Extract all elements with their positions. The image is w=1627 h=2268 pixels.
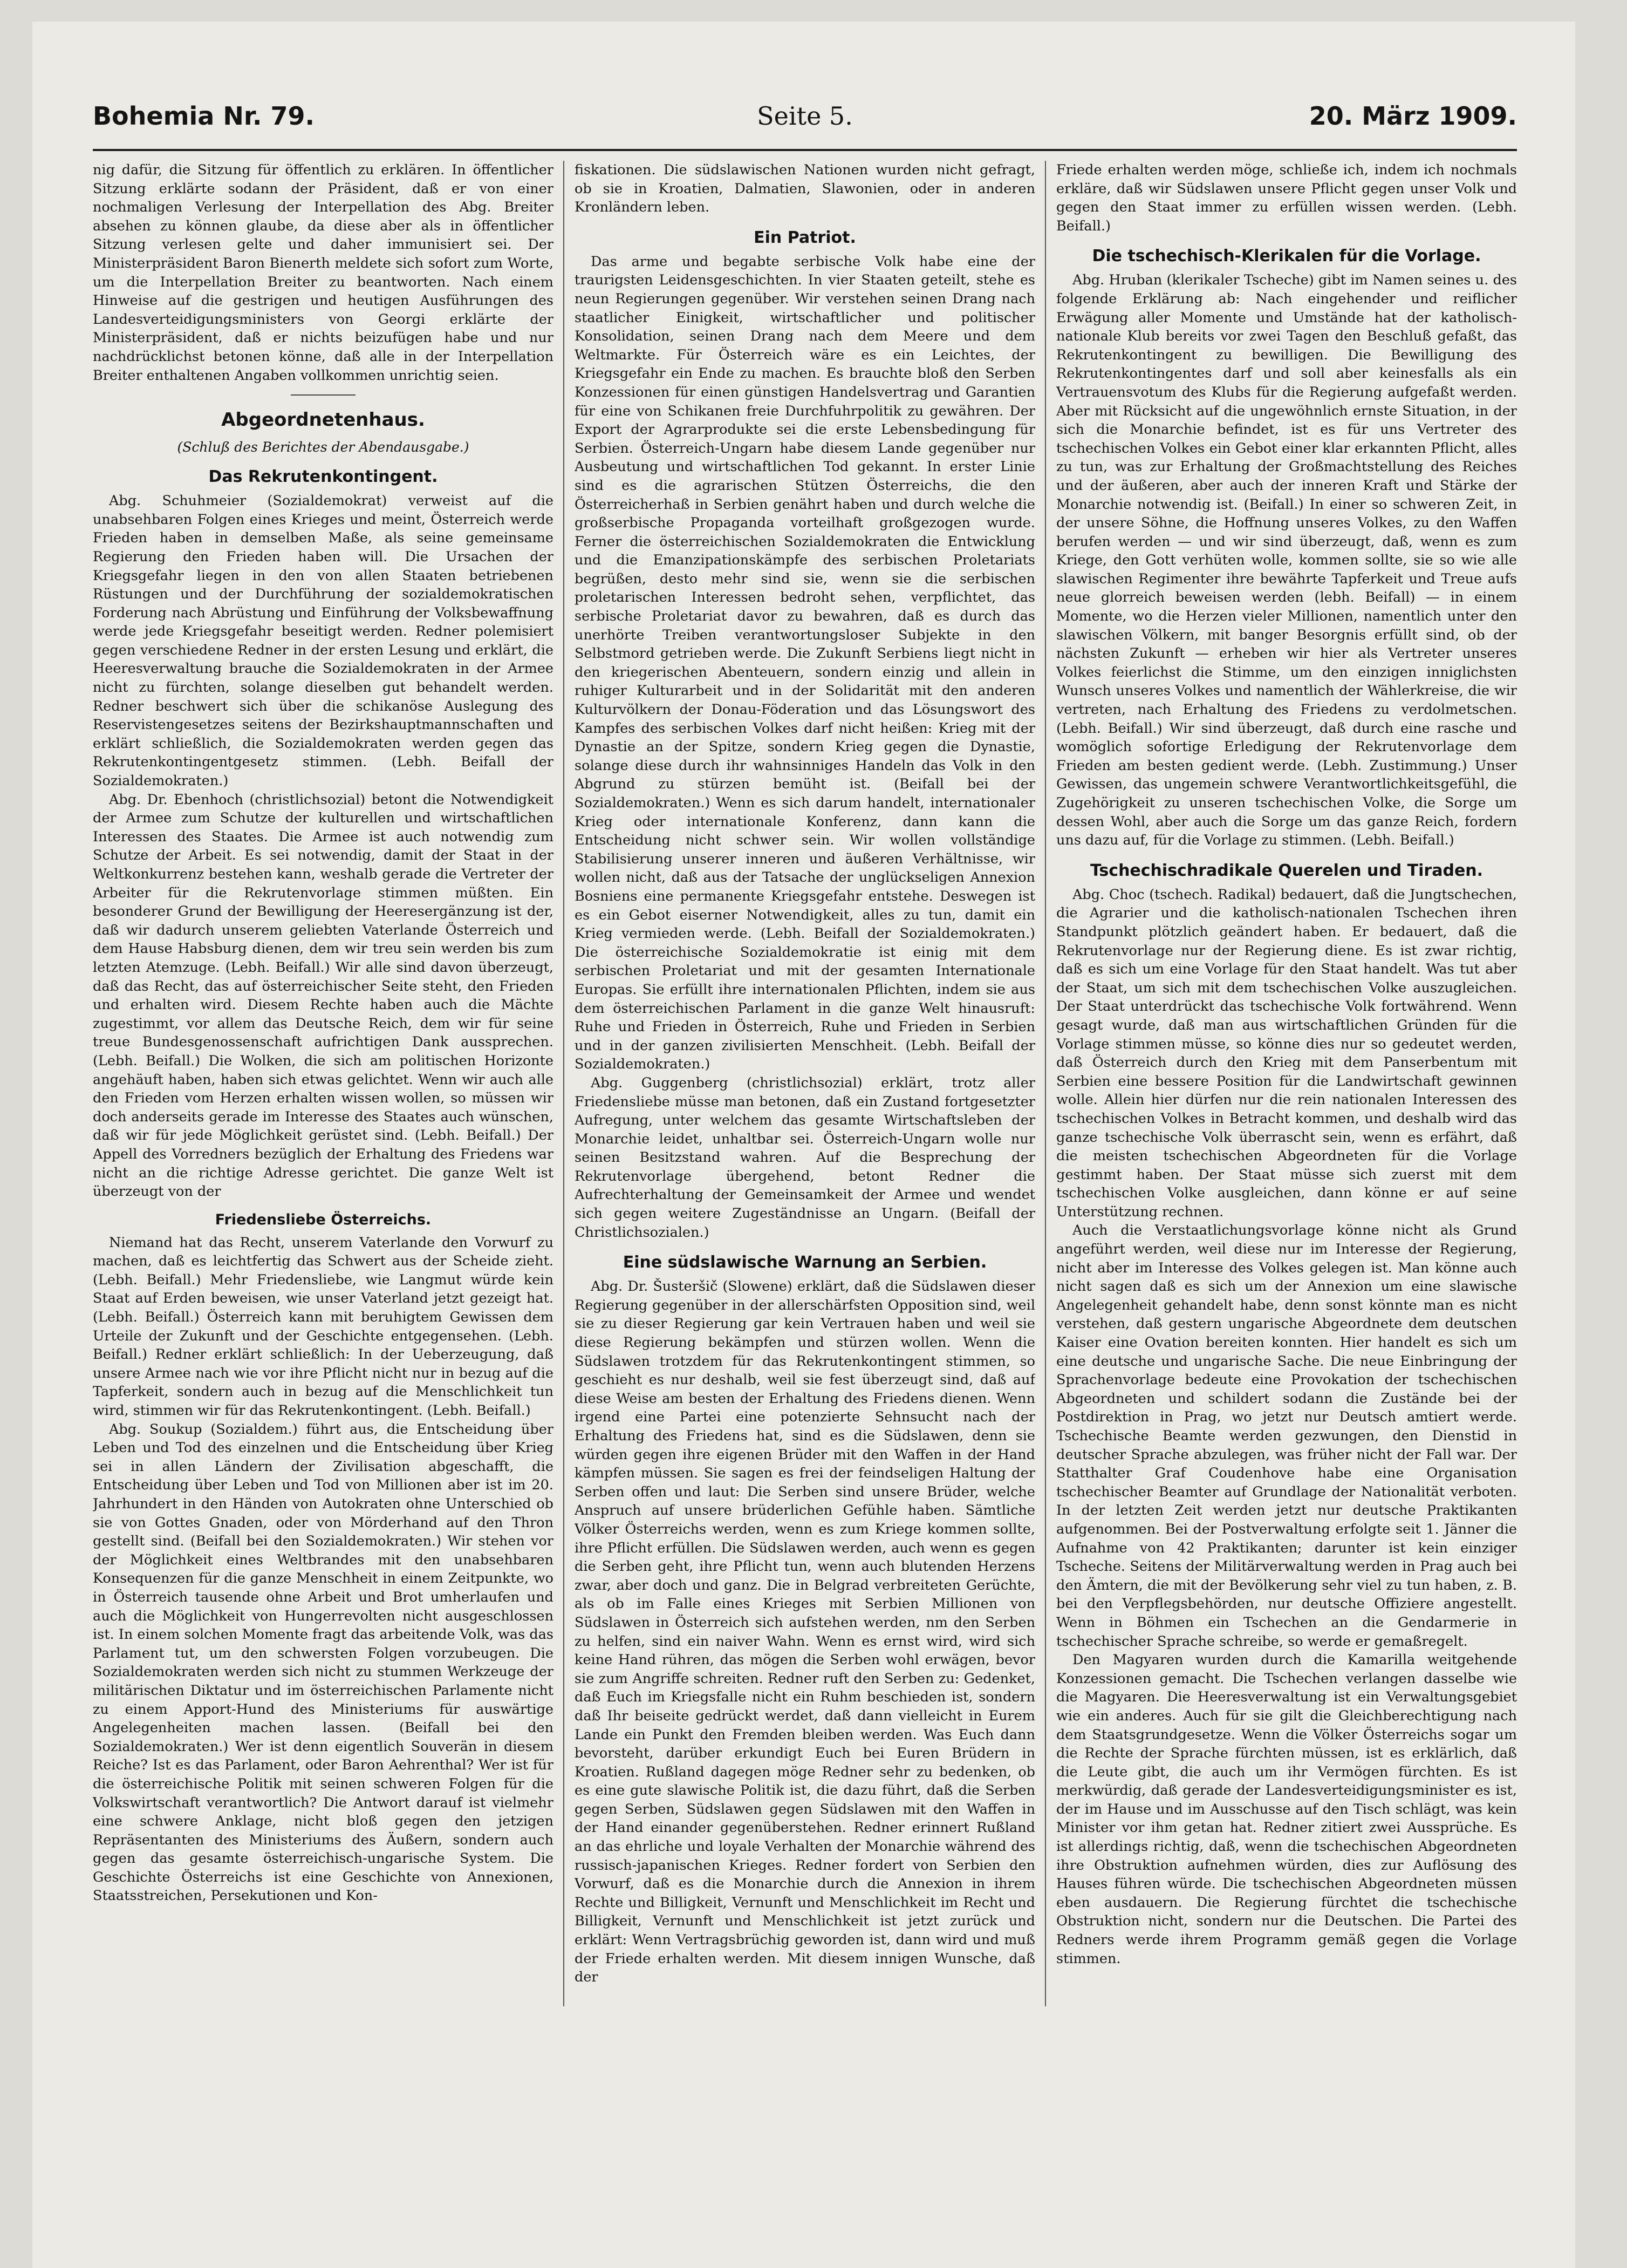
article-paragraph: Abg. Schuhmeier (Sozialdemokrat) verweist auf die unabsehbaren Folgen eines Krieges und meint, Österreich werde Frieden haben in demselben Maße, als seine gemeinsame Regierung den Frieden haben will. Die Ursachen der Kriegsgefahr liegen in den von allen Staaten betriebenen Rüstungen und der Durchführung der sozialdemokratischen Forderung nach Abrüstung und Einführung der Volksbewaffnung werde jede Kriegsgefahr beseitigt werden. Redner polemisiert gegen verschiedene Redner in der ersten Lesung und erklärt, die Heeresverwaltung brauche die Sozialdemokraten in der Armee nicht zu fürchten, solange dieselben gut behandelt werden. Redner beschwert sich über die schikanöse Auslegung des Reservistengesetzes seitens der Bezirkshauptmannschaften und erklärt schließlich, die Sozialdemokraten werden gegen das Rekrutenkontingentgesetz stimmen. (Lebh. Beifall der Sozialdemokraten.) — [93, 493, 553, 789]
article-paragraph: Abg. Dr. Ebenhoch (christlichsozial) betont die Notwendigkeit der Armee zum Schutze der kulturellen und wirtschaftlichen Interessen des Staates. Die Armee ist auch notwendig zum Schutze der Arbeit. Es sei notwendig, damit der Staat in der Weltkonkurrenz bestehen kann, weshalb gerade die Vertreter der Arbeiter für die Rekrutenvorlage stimmen müßten. Ein besonderer Grund der Bewilligung der Heeresergänzung ist der, daß wir dadurch unserem geliebten Vaterlande Österreich und dem Hause Habsburg dienen, dem wir treu sein werden bis zum letzten Atemzuge. (Lebh. Beifall.) Wir alle sind davon überzeugt, daß das Recht, das auf österreichischer Seite steht, den Frieden und erhalten wird. Diesem Rechte haben auch die Mächte zugestimmt, vor allem das Deutsche Reich, dem wir für seine treue Bundesgenossenschaft aufrichtigen Dank aussprechen. (Lebh. Beifall.) Die Wolken, die sich am politischen Horizonte angehäuft haben, haben sich etwas gelichtet. Wenn wir auch alle den Frieden vom Herzen erhalten wissen wollen, so müssen wir doch anderseits gerade im Interesse des Staates auch wünschen, daß wir für jede Möglichkeit gerüstet sind. (Lebh. Beifall.) Der Appell des Vorredners bezüglich der Erhaltung des Friedens war nicht an die richtige Adresse gerichtet. Die ganze Welt ist überzeugt von der — [93, 791, 553, 1200]
column-1 — [93, 161, 553, 2211]
column-2 — [575, 161, 1035, 2211]
article-paragraph: Abg. Hruban (klerikaler Tscheche) gibt im Namen seines u. des folgende Erklärung ab: Nach eingehender und reiflicher Erwägung aller Momente und Umstände hat der katholisch-nationale Klub bereits vor zwei Tagen den Beschluß gefaßt, das Rekrutenkontingent zu bewilligen. Die Bewilligung des Rekrutenkontingentes darf und soll aber keinesfalls als ein Vertrauensvotum des Klubs für die Regierung aufgefaßt werden. Aber mit Rücksicht auf die ungewöhnlich ernste Situation, in der sich die Monarchie befindet, ist es für uns Vertreter des tschechischen Volkes ein Gebot einer klar erkannten Pflicht, alles zu tun, was zur Erhaltung der Großmachtstellung des Reiches und der äußeren, aber auch der inneren Kraft und Stärke der Monarchie notwendig ist. (Beifall.) In einer so schweren Zeit, in der unsere Söhne, die Hoffnung unseres Volkes, zu den Waffen berufen werden — und wir sind überzeugt, daß, wenn es zum Kriege, den Gott verhüten wolle, kommen sollte, sie so wie alle slawischen Regimenter ihre bewährte Tapferkeit und Treue aufs neue glorreich beweisen werden (lebh. Beifall) — in einem Momente, wo die Herzen vieler Millionen, namentlich unter den slawischen Völkern, mit banger Besorgnis erfüllt sind, ob der nächsten Zukunft — erheben wir hier als Vertreter unseres Volkes feierlichst die Stimme, um den einzigen inniglichsten Wunsch unseres Volkes und namentlich der Wählerkreise, die wir vertreten, nach Erhaltung des Friedens zu verdolmetschen. (Lebh. Beifall.) Wir sind überzeugt, daß durch eine rasche und womöglich sofortige Erledigung der Rekrutenvorlage dem Frieden am besten gedient werde. (Lebh. Zustimmung.) Unser Gewissen, das ungemein schwere Verantwortlichkeitsgefühl, die Zugehörigkeit zu unseren tschechischen Volke, die Sorge um dessen Wohl, aber auch die Sorge um das ganze Reich, fordern uns dazu auf, für die Vorlage zu stimmen. (Lebh. Beifall.) — [1056, 272, 1517, 849]
article-paragraph: Abg. Choc (tschech. Radikal) bedauert, daß die Jungtschechen, die Agrarier und die katholisch-nationalen Tschechen ihren Standpunkt plötzlich geändert haben. Er bedauert, daß die Rekrutenvorlage nur der Regierung diene. Es ist zwar richtig, daß es sich um eine Vorlage für den Staat handelt. Was tut aber der Staat, um sich mit dem tschechischen Volke auszugleichen. Der Staat unterdrückt das tschechische Volk fortwährend. Wenn gesagt wurde, daß man aus wirtschaftlichen Gründen für die Vorlage stimmen müsse, so könne dies nur so gedeutet werden, daß Österreich durch den Krieg mit dem Panserbentum mit Serbien eine bessere Position für die Landwirtschaft gewinnen wolle. Allein hier dürfen nur die rein nationalen Interessen des tschechischen Volkes in Betracht kommen, und deshalb wird das ganze tschechische Volk überrascht sein, wenn es erfährt, daß die meisten tschechischen Abgeordneten für die Vorlage gestimmt haben. Der Staat müsse sich zuerst mit dem tschechischen Volke ausgleichen, dann könne er auf seine Unterstützung rechnen. — [1056, 886, 1517, 1220]
page-number: Seite 5. — [757, 101, 853, 131]
newspaper-page — [32, 22, 1575, 2268]
article-paragraph: Abg. Soukup (Sozialdem.) führt aus, die Entscheidung über Leben und Tod des einzelnen und die Entscheidung über Krieg sei in allen Ländern der Zivilisation abgeschafft, die Entscheidung über Leben und Tod von Millionen aber ist im 20. Jahrhundert in den Händen von Autokraten ohne Unterschied ob sie von Gottes Gnaden, oder von Mörderhand auf den Thron gestellt sind. (Beifall bei den Sozialdemokraten.) Wir stehen vor der Möglichkeit eines Weltbrandes mit den unabsehbaren Konsequenzen für die ganze Menschheit in einem Zeitpunkte, wo in Österreich tausende ohne Arbeit und Brot umherlaufen und auch die Möglichkeit von Hungerrevolten nicht ausgeschlossen ist. In einem solchen Momente fragt das arbeitende Volk, was das Parlament tut, um den schwersten Folgen vorzubeugen. Die Sozialdemokraten werden sich nicht zu stummen Werkzeuge der militärischen Diktatur und im österreichischen Parlamente nicht zu einem Apport-Hund des Ministeriums für auswärtige Angelegenheiten machen lassen. (Beifall bei den Sozialdemokraten.) Wer ist denn eigentlich Souverän in diesem Reiche? Ist es das Parlament, oder Baron Aehrenthal? Wer ist für die österreichische Politik mit seinen schweren Folgen für die Volkswirtschaft verantwortlich? Die Antwort darauf ist vielmehr eine schwere Anklage, nicht bloß gegen den jetzigen Repräsentanten des Ministeriums des Äußern, sondern auch gegen das gesamte österreichisch-ungarische System. Die Geschichte Österreichs ist eine Geschichte von Annexionen, Staatsstreichen, Persekutionen und Kon- — [93, 1421, 553, 1904]
section-divider — [291, 394, 356, 396]
article-heading: Ein Patriot. — [754, 228, 856, 247]
article-subheading: Friedensliebe Österreichs. — [215, 1211, 432, 1228]
page-header — [93, 97, 1517, 140]
article-paragraph: Das arme und begabte serbische Volk habe eine der traurigsten Leidensgeschichten. In vier Staaten geteilt, stehe es neun Regierungen gegenüber. Wir verstehen seinen Drang nach staatlicher Einigkeit, wirtschaftlicher und politischer Konsolidation, seinen Drang nach dem Meere und dem Weltmarkte. Für Österreich wäre es ein Leichtes, der Kriegsgefahr ein Ende zu machen. Es brauchte bloß den Serben Konzessionen für einen günstigen Handelsvertrag und Garantien für eine von Schikanen freie Durchfuhrpolitik zu gewähren. Der Export der Agrarprodukte sei die erste Lebensbedingung für Serbien. Österreich-Ungarn habe diesem Lande gegenüber nur Ausbeutung und wirtschaftlichen Tod gekannt. In erster Linie sind es die agrarischen Stützen Österreichs, die den Österreicherhaß in Serbien genährt haben und durch welche die großserbische Propaganda vorteilhaft großgezogen wurde. Ferner die österreichischen Sozialdemokraten die Entwicklung und die Emanzipationskämpfe des serbischen Proletariats begrüßen, desto mehr sind sie, wenn sie die serbischen proletarischen Interessen bedroht sehen, verpflichtet, das serbische Proletariat davor zu bewahren, daß es durch das unerhörte Treiben verantwortungsloser Subjekte in den Selbstmord getrieben werde. Die Zukunft Serbiens liegt nicht in den kriegerischen Abenteuern, sondern einzig und allein in ruhiger Kulturarbeit und in der Solidarität mit den anderen Kulturvölkern der Donau-Föderation und das Lösungswort des Kampfes des serbischen Volkes darf nicht heißen: Krieg mit der Dynastie an der Spitze, sondern Krieg gegen die Dynastie, solange diese durch ihr wahnsinniges Handeln das Volk in den Abgrund zu stürzen bemüht ist. (Beifall bei der Sozialdemokraten.) Wenn es sich darum handelt, internationaler Krieg oder internationale Konferenz, dann kann die Entscheidung nicht schwer sein. Wir wollen vollständige Stabilisierung unserer inneren und äußeren Verhältnisse, wir wollen nicht, daß aus der Tatsache der unglückseligen Annexion Bosniens eine permanente Kriegsgefahr entstehe. Deswegen ist es ein Gebot eiserner Notwendigkeit, alles zu tun, damit ein Krieg vermieden werde. (Lebh. Beifall der Sozialdemokraten.) Die österreichische Sozialdemokratie ist einig mit dem serbischen Proletariat und mit der gesamten Internationale Europas. Sie erfüllt ihre internationalen Pflichten, indem sie aus dem österreichischen Parlament in die ganze Welt hinausruft: Ruhe und Frieden in Österreich, Ruhe und Frieden in Serbien und in der ganzen zivilisierten Menschheit. (Lebh. Beifall der Sozialdemokraten.) — [575, 253, 1035, 1073]
article-paragraph: Auch die Verstaatlichungsvorlage könne nicht als Grund angeführt werden, weil diese nur im Interesse der Regierung, nicht aber im Interesse des Volkes gelegen ist. Man könne auch nicht sagen daß es sich um der Annexion um eine slawische Angelegenheit gehandelt habe, denn sonst könnte man es nicht verstehen, daß gestern ungarische Abgeordnete dem deutschen Kaiser eine Ovation bereiten konnten. Hier handelt es sich um eine deutsche und ungarische Sache. Die neue Einbringung der Sprachenvorlage bedeute eine Provokation der tschechischen Abgeordneten und schildert sodann die Zustände bei der Postdirektion in Prag, wo jetzt nur Deutsch amtiert werde. Tschechische Beamte werden gezwungen, den Dienstid in deutscher Sprache abzulegen, was früher nicht der Fall war. Der Statthalter Graf Coudenhove habe eine Organisation tschechischer Beamter auf Grundlage der Nationalität verboten. In der letzten Zeit werden jetzt nur deutsche Praktikanten aufgenommen. Bei der Postverwaltung erfolgte seit 1. Jänner die Aufnahme von 42 Praktikanten; darunter ist kein einziger Tscheche. Seitens der Militärverwaltung werden in Prag auch bei den Ämtern, die mit der Bevölkerung sehr viel zu tun haben, z. B. bei den Verpflegsbehörden, nur deutsche Offiziere angestellt. Wenn in Böhmen ein Tschechen an die Gendarmerie in tschechischer Sprache schreibe, so werde er gemaßregelt. — [1056, 1222, 1517, 1650]
article-paragraph: nig dafür, die Sitzung für öffentlich zu erklären. In öffentlicher Sitzung erklärte sodann der Präsident, daß er von einer nochmaligen Verlesung der Interpellation des Abg. Breiter absehen zu können glaube, da diese aber als in öffentlicher Sitzung verlesen gelte und daher immunisiert sei. Der Ministerpräsident Baron Bienerth meldete sich sofort zum Worte, um die Interpellation Breiter zu beantworten. Nach einem Hinweise auf die gestrigen und heutigen Ausführungen des Landesverteidigungsministers von Georgi erklärte der Ministerpräsident, daß er nichts beizufügen habe und nur nachdrücklichst betonen könne, daß alle in der Interpellation Breiter enthaltenen Angaben vollkommen unrichtig seien. — [93, 162, 553, 384]
column-separator — [1045, 161, 1046, 2006]
section-heading: Abgeordnetenhaus. — [221, 409, 425, 431]
article-paragraph: Niemand hat das Recht, unserem Vaterlande den Vorwurf zu machen, daß es leichtfertig das Schwert aus der Scheide zieht. (Lebh. Beifall.) Mehr Friedensliebe, wie Langmut würde kein Staat auf Erden beweisen, wie unser Vaterland jetzt gezeigt hat. (Lebh. Beifall.) Österreich kann mit beruhigtem Gewissen dem Urteile der Zukunft und der Geschichte entgegensehen. (Lebh. Beifall.) Redner erklärt schließlich: In der Ueberzeugung, daß unsere Armee nach wie vor ihre Pflicht nicht nur in bezug auf die Tapferkeit, sondern auch in bezug auf die Menschlichkeit tun wird, stimmen wir für das Rekrutenkontingent. (Lebh. Beifall.) — [93, 1234, 553, 1419]
article-paragraph: Friede erhalten werden möge, schließe ich, indem ich nochmals erkläre, daß wir Südslawen unsere Pflicht gegen unser Volk und gegen den Staat immer zu erfüllen wissen werden. (Lebh. Beifall.) — [1056, 162, 1517, 234]
issue-date: 20. März 1909. — [1309, 101, 1517, 131]
article-paragraph: Abg. Dr. Šusteršič (Slowene) erklärt, daß die Südslawen dieser Regierung gegenüber in der allerschärfsten Opposition sind, weil sie zu dieser Regierung gar kein Vertrauen haben und weil sie diese Regierung bekämpfen und stürzen wollen. Wenn die Südslawen trotzdem für das Rekrutenkontingent stimmen, so geschieht es nur deshalb, weil sie fest überzeugt sind, daß auf diese Weise am besten der Erhaltung des Friedens dienen. Wenn irgend eine Partei eine potenzierte Sehnsucht nach der Erhaltung des Friedens hat, sind es die Südslawen, denn sie würden gegen ihre eigenen Brüder mit den Waffen in der Hand kämpfen müssen. Sie sagen es frei der feindseligen Haltung der Serben offen und laut: Die Serben sind unsere Brüder, welche Anspruch auf unsere brüderlichen Gefühle haben. Sämtliche Völker Österreichs werden, wenn es zum Kriege kommen sollte, ihre Pflicht erfüllen. Die Südslawen werden, auch wenn es gegen die Serben geht, ihre Pflicht tun, wenn auch blutenden Herzens zwar, aber doch und ganz. Die in Belgrad verbreiteten Gerüchte, als ob im Falle eines Krieges mit Serbien Millionen von Südslawen in Österreich sich aufstehen werden, nm den Serben zu helfen, sind ein naiver Wahn. Wenn es ernst wird, wird sich keine Hand rühren, das mögen die Serben wohl erwägen, bevor sie zum Angriffe schreiten. Redner ruft den Serben zu: Gedenket, daß Euch im Kriegsfalle nicht ein Ruhm beschieden ist, sondern daß Ihr beiseite gedrückt werdet, daß dann vielleicht in Eurem Lande ein Punkt den Fremden bleiben werden. Was Euch dann bevorsteht, darüber erkundigt Euch bei Euren Brüdern in Kroatien. Rußland dagegen möge Redner sehr zu bedenken, ob es eine gute slawische Politik ist, die dazu führt, daß die Serben gegen Serben, Südslawen gegen Südslawen mit den Waffen in der Hand einander gegenüberstehen. Redner erinnert Rußland an das ehrliche und loyale Verhalten der Monarchie während des russisch-japanischen Krieges. Redner fordert von Serbien den Vorwurf, daß es die Monarchie durch die Annexion in ihrem Rechte und Billigkeit, Vernunft und Menschlichkeit im Recht und Billigkeit, Vernunft und Menschlichkeit ist jetzt zurück und erklärt: Wenn Vertragsbrüchig geworden ist, dann wird und muß der Friede erhalten werden. Mit diesem innigen Wunsche, daß der — [575, 1278, 1035, 1986]
article-heading: Tschechischradikale Querelen und Tiraden. — [1090, 861, 1484, 880]
article-paragraph: Den Magyaren wurden durch die Kamarilla weitgehende Konzessionen gemacht. Die Tschechen verlangen dasselbe wie die Magyaren. Die Heeresverwaltung ist ein Verwaltungsgebiet wie ein anderes. Auch für sie gilt die Gleichberechtigung nach dem Staatsgrundgesetze. Wenn die Völker Österreichs sogar um die Rechte der Sprache fürchten müssen, ist es erklärlich, daß die Leute gibt, die auch um ihr Vermögen fürchten. Es ist merkwürdig, daß gerade der Landesverteidigungsminister es ist, der im Hause und im Ausschusse auf den Tisch schlägt, was kein Minister vor ihm getan hat. Redner zitiert zwei Aussprüche. Es ist allerdings richtig, daß, wenn die tschechischen Abgeordneten ihre Obstruktion aufnehmen würden, dies zur Auflösung des Hauses führen würde. Die tschechischen Abgeordneten müssen eben ausdauern. Die Regierung fürchtet die tschechische Obstruktion nicht, sondern nur die Deutschen. Die Partei des Redners werde ihrem Programm gemäß gegen die Vorlage stimmen. — [1056, 1652, 1517, 1967]
header-rule — [93, 149, 1517, 151]
section-subheading: (Schluß des Berichtes der Abendausgabe.) — [177, 439, 469, 455]
column-separator — [563, 161, 564, 2006]
article-paragraph: fiskationen. Die südslawischen Nationen wurden nicht gefragt, ob sie in Kroatien, Dalmatien, Slawonien, oder in anderen Kronländern leben. — [575, 162, 1035, 216]
article-heading: Die tschechisch-Klerikalen für die Vorlage. — [1092, 247, 1481, 266]
column-3 — [1056, 161, 1517, 2211]
article-paragraph: Abg. Guggenberg (christlichsozial) erklärt, trotz aller Friedensliebe müsse man betonen, daß ein Zustand fortgesetzter Aufregung, unter welchem das gesamte Wirtschaftsleben der Monarchie leidet, unhaltbar sei. Österreich-Ungarn wolle nur seinen Besitzstand wahren. Auf die Besprechung der Rekrutenvorlage übergehend, betont Redner die Aufrechterhaltung der Gemeinsamkeit der Armee und wendet sich gegen weitere Zugeständnisse an Ungarn. (Beifall der Christlichsozialen.) — [575, 1074, 1035, 1241]
article-heading: Eine südslawische Warnung an Serbien. — [623, 1253, 987, 1272]
article-heading: Das Rekrutenkontingent. — [208, 467, 438, 487]
masthead-issue: Bohemia Nr. 79. — [93, 101, 315, 131]
